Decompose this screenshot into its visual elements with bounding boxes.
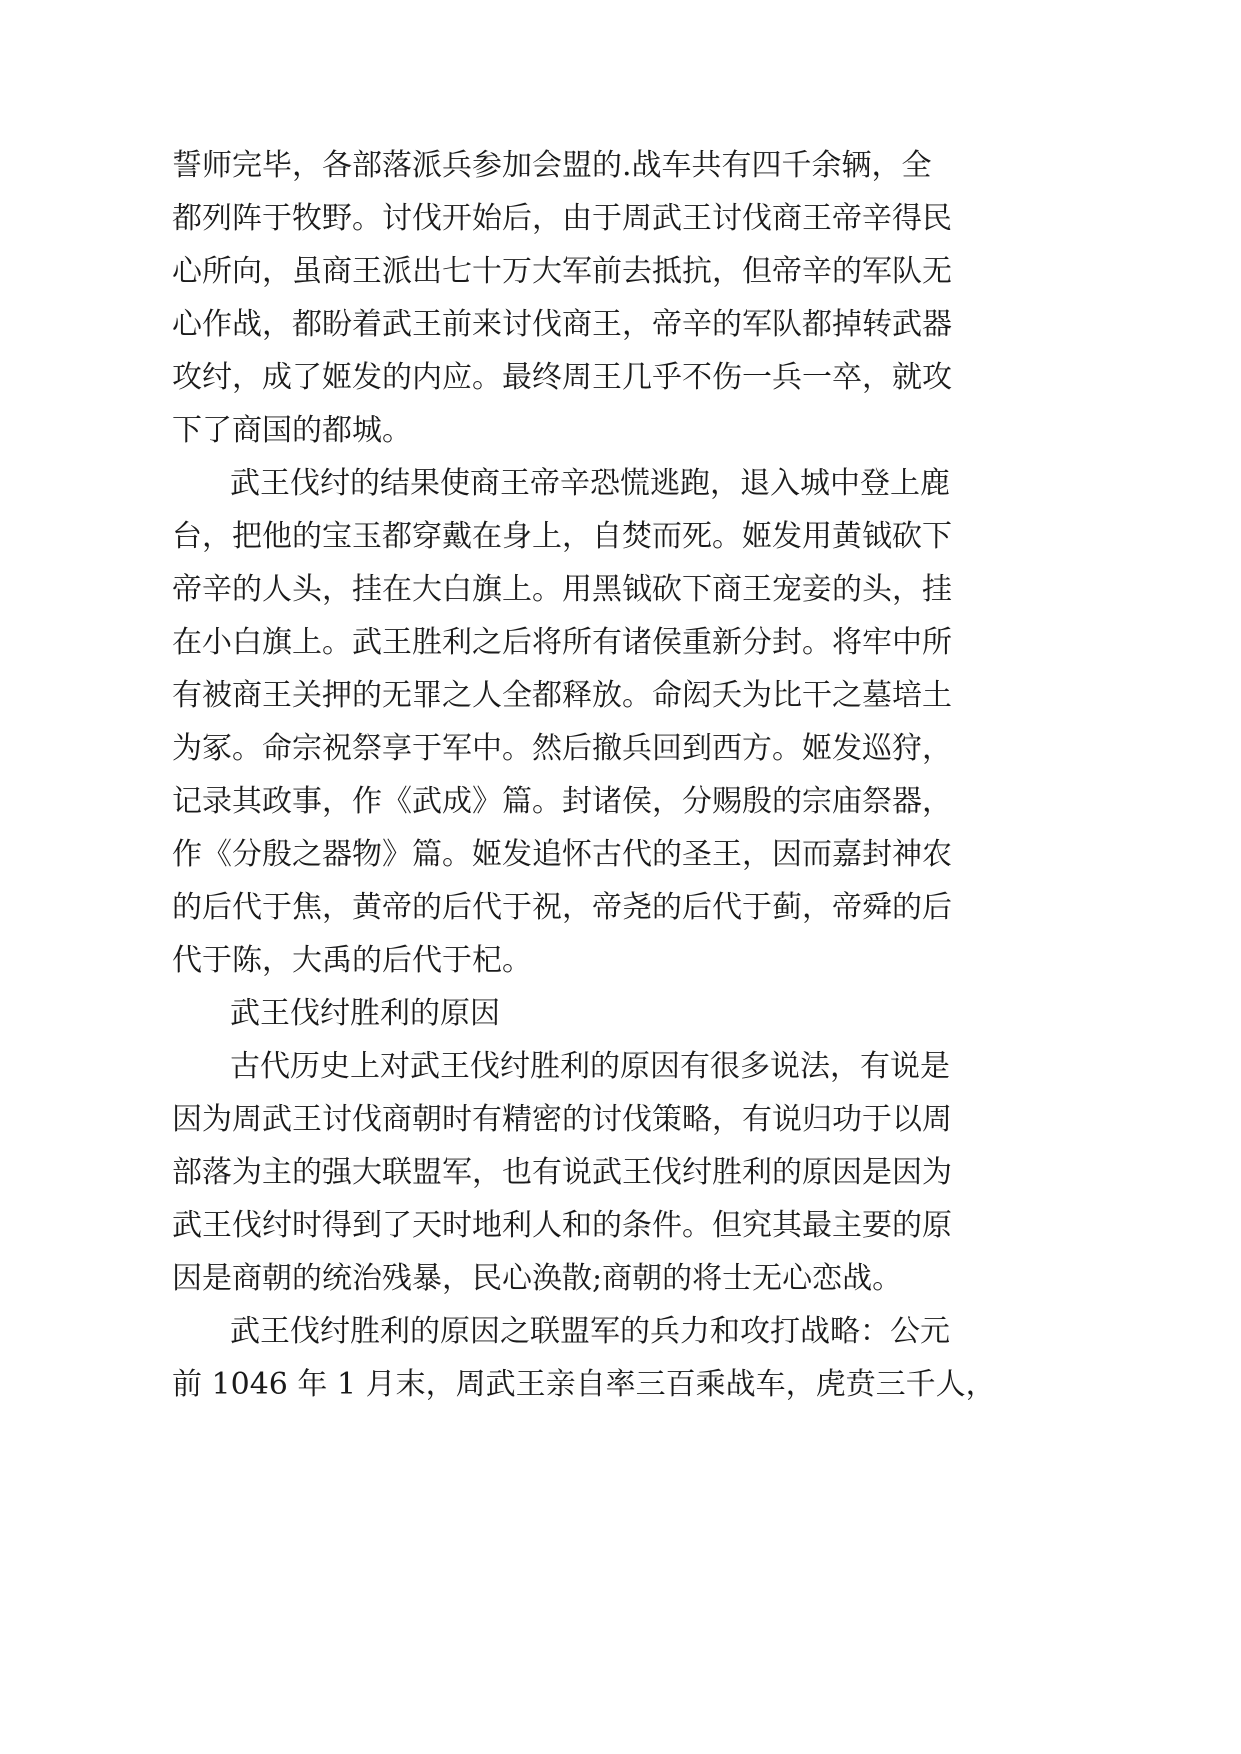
- body-line: 心所向，虽商王派出七十万大军前去抵抗，但帝辛的军队无: [172, 254, 952, 289]
- body-line: 部落为主的强大联盟军，也有说武王伐纣胜利的原因是因为: [172, 1155, 952, 1190]
- body-line: 因是商朝的统治残暴，民心涣散;商朝的将士无心恋战。: [172, 1261, 903, 1296]
- body-line: 都列阵于牧野。讨伐开始后，由于周武王讨伐商王帝辛得民: [172, 201, 952, 236]
- paragraph-first-line: 武王伐纣胜利的原因之联盟军的兵力和攻打战略：公元: [230, 1314, 950, 1349]
- body-line: 记录其政事，作《武成》篇。封诸侯，分赐殷的宗庙祭器，: [172, 784, 952, 819]
- section-heading: 武王伐纣胜利的原因: [230, 996, 500, 1031]
- body-line: 有被商王关押的无罪之人全都释放。命闳夭为比干之墓培土: [172, 678, 952, 713]
- body-line: 下了商国的都城。: [172, 413, 412, 448]
- body-line: 誓师完毕，各部落派兵参加会盟的.战车共有四千余辆，全: [172, 148, 932, 183]
- body-line: 前 1046 年 1 月末，周武王亲自率三百乘战车，虎贲三千人，: [172, 1367, 996, 1402]
- body-line: 在小白旗上。武王胜利之后将所有诸侯重新分封。将牢中所: [172, 625, 952, 660]
- paragraph-first-line: 武王伐纣的结果使商王帝辛恐慌逃跑，退入城中登上鹿: [230, 466, 950, 501]
- paragraph-first-line: 古代历史上对武王伐纣胜利的原因有很多说法，有说是: [230, 1049, 950, 1084]
- body-line: 帝辛的人头，挂在大白旗上。用黑钺砍下商王宠妾的头，挂: [172, 572, 952, 607]
- body-line: 因为周武王讨伐商朝时有精密的讨伐策略，有说归功于以周: [172, 1102, 952, 1137]
- body-line: 武王伐纣时得到了天时地利人和的条件。但究其最主要的原: [172, 1208, 952, 1243]
- body-line: 的后代于焦，黄帝的后代于祝，帝尧的后代于蓟，帝舜的后: [172, 890, 952, 925]
- body-line: 攻纣，成了姬发的内应。最终周王几乎不伤一兵一卒，就攻: [172, 360, 952, 395]
- body-line: 作《分殷之器物》篇。姬发追怀古代的圣王，因而嘉封神农: [172, 837, 952, 872]
- body-line: 台，把他的宝玉都穿戴在身上，自焚而死。姬发用黄钺砍下: [172, 519, 952, 554]
- body-line: 为冢。命宗祝祭享于军中。然后撤兵回到西方。姬发巡狩，: [172, 731, 952, 766]
- body-line: 代于陈，大禹的后代于杞。: [172, 943, 532, 978]
- body-line: 心作战，都盼着武王前来讨伐商王，帝辛的军队都掉转武器: [172, 307, 952, 342]
